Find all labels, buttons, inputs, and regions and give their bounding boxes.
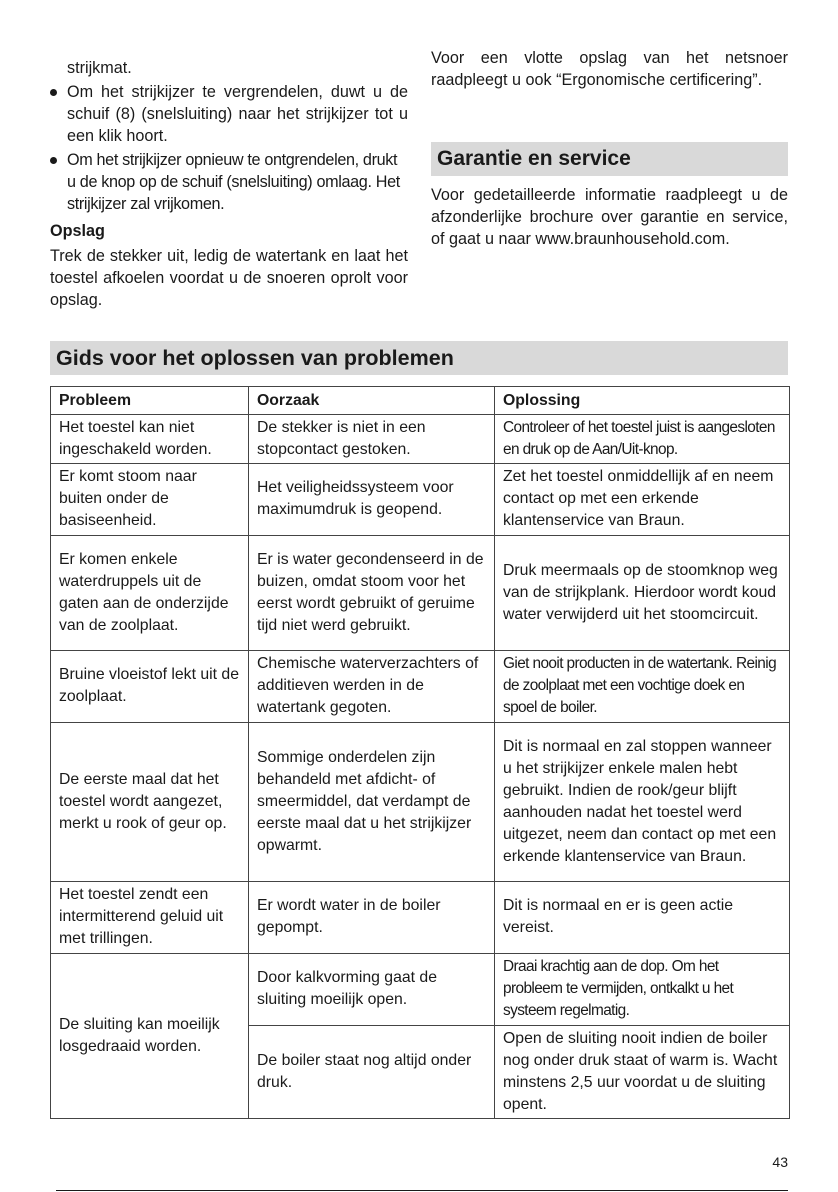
- warranty-text: Voor gedetailleerde informatie raadpleegt u de afzonderlijke brochure over garantie en service, of gaat u naar www.braunhousehold.com.: [431, 186, 788, 248]
- table-row: [51, 536, 790, 651]
- table-row: [51, 651, 790, 723]
- table-header-row: [51, 387, 790, 415]
- table-row: [51, 954, 790, 1026]
- problem-cell: De eerste maal dat het toestel wordt aangezet, merkt u rook of geur op.: [51, 723, 249, 882]
- problem-cell: Bruine vloeistof lekt uit de zoolplaat.: [51, 651, 249, 723]
- cause-cell: Er wordt water in de boiler gepompt.: [249, 882, 495, 954]
- solution-cell: Druk meermaals op de stoomknop weg van de strijkplank. Hierdoor wordt koud water verwijderd uit het stoomcircuit.: [495, 536, 790, 651]
- right-column: [431, 47, 788, 91]
- bullet-lock-instruction: Om het strijkijzer te vergrendelen, duwt u de schuif (8) (snelsluiting) naar het strijkijzer tot u een klik hoort.: [50, 81, 408, 147]
- cause-cell: De boiler staat nog altijd onder druk.: [249, 1026, 495, 1119]
- troubleshooting-title: Gids voor het oplossen van problemen: [50, 341, 788, 375]
- problem-cell: Het toestel kan niet ingeschakeld worden.: [51, 415, 249, 464]
- header-problem: Probleem: [51, 387, 249, 415]
- cause-cell: Er is water gecondenseerd in de buizen, omdat stoom voor het eerst wordt gebruikt of geruime tijd niet werd gebruikt.: [249, 536, 495, 651]
- storage-heading: Opslag: [50, 222, 105, 240]
- solution-cell: Dit is normaal en zal stoppen wanneer u het strijkijzer enkele malen hebt gebruikt. Indien de rook/geur blijft aanhouden nadat het toestel werd uitgezet, neem dan contact op met een erkende klantenservice van Braun.: [495, 723, 790, 882]
- table-row: [51, 882, 790, 954]
- problem-cell: Er komt stoom naar buiten onder de basiseenheid.: [51, 464, 249, 536]
- storage-text: Trek de stekker uit, ledig de watertank en laat het toestel afkoelen voordat u de snoeren oprolt voor opslag.: [50, 247, 408, 309]
- bullet-unlock-instruction: Om het strijkijzer opnieuw te ontgrendelen, drukt u de knop op de schuif (snelsluiting) omlaag. Het strijkijzer zal vrijkomen.: [50, 149, 408, 215]
- solution-cell: Zet het toestel onmiddellijk af en neem contact op met een erkende klantenservice van Braun.: [495, 464, 790, 536]
- cause-cell: Het veiligheidssysteem voor maximumdruk is geopend.: [249, 464, 495, 536]
- solution-cell: Draai krachtig aan de dop. Om het probleem te vermijden, ontkalkt u het systeem regelmatig.: [495, 954, 790, 1026]
- table-row: [51, 723, 790, 882]
- solution-cell: Controleer of het toestel juist is aangesloten en druk op de Aan/Uit-knop.: [495, 415, 790, 464]
- cause-cell: Door kalkvorming gaat de sluiting moeilijk open.: [249, 954, 495, 1026]
- solution-cell: Dit is normaal en er is geen actie vereist.: [495, 882, 790, 954]
- page-number: 43: [772, 1154, 788, 1170]
- left-column: [50, 57, 408, 311]
- problem-cell: De sluiting kan moeilijk losgedraaid worden.: [51, 954, 249, 1119]
- table-row: [51, 415, 790, 464]
- problem-cell: Het toestel zendt een intermitterend geluid uit met trillingen.: [51, 882, 249, 954]
- cause-cell: Sommige onderdelen zijn behandeld met afdicht- of smeermiddel, dat verdampt de eerste maal dat u het strijkijzer opwarmt.: [249, 723, 495, 882]
- solution-cell: Open de sluiting nooit indien de boiler nog onder druk staat of warm is. Wacht minstens 2,5 uur voordat u de sluiting opent.: [495, 1026, 790, 1119]
- continued-text: strijkmat.: [67, 59, 132, 77]
- header-solution: Oplossing: [495, 387, 790, 415]
- solution-cell: Giet nooit producten in de watertank. Reinig de zoolplaat met een vochtige doek en spoel de boiler.: [495, 651, 790, 723]
- troubleshooting-table: [50, 386, 790, 1119]
- cord-storage-text: Voor een vlotte opslag van het netsnoer raadpleegt u ook “Ergonomische certificering”.: [431, 49, 788, 89]
- problem-cell: Er komen enkele waterdruppels uit de gaten aan de onderzijde van de zoolplaat.: [51, 536, 249, 651]
- cause-cell: Chemische waterverzachters of additieven werden in de watertank gegoten.: [249, 651, 495, 723]
- header-cause: Oorzaak: [249, 387, 495, 415]
- warranty-section-title: Garantie en service: [431, 142, 788, 176]
- footer-rule: [56, 1190, 788, 1191]
- table-row: [51, 464, 790, 536]
- cause-cell: De stekker is niet in een stopcontact gestoken.: [249, 415, 495, 464]
